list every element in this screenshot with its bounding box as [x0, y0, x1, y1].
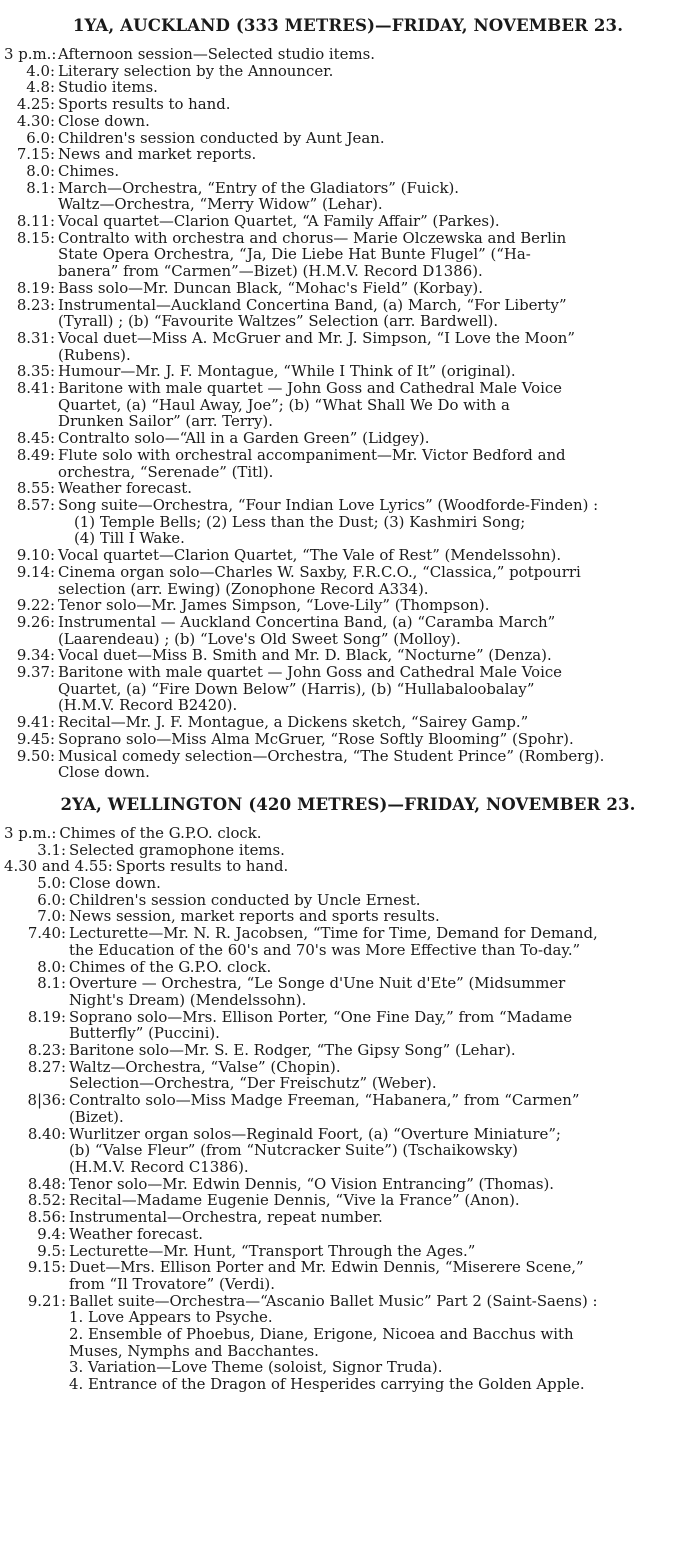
entry-time: 8.1:	[37, 974, 66, 993]
entry-line: News and market reports.	[58, 145, 257, 164]
programme-entry	[4, 614, 692, 647]
entry-time: 8.40:	[27, 1124, 66, 1143]
entry-line: Soprano solo—Miss Alma McGruer, “Rose Softly Blooming” (Spohr).	[58, 729, 574, 748]
programme-entry	[4, 714, 692, 731]
entry-line: Instrumental — Auckland Concertina Band, (a) “Caramba March”	[58, 612, 556, 631]
entry-time: 4.30:	[16, 111, 55, 130]
programme-entry	[4, 1226, 692, 1243]
entry-time: 9.4:	[37, 1224, 66, 1243]
entry-line: (H.M.V. Record B2420).	[58, 696, 238, 715]
entry-line: Weather forecast.	[69, 1224, 204, 1243]
entry-time: 8.15:	[16, 228, 55, 247]
entry-text	[58, 597, 692, 614]
entry-time: 7.0:	[37, 907, 66, 926]
programme-entry	[4, 480, 692, 497]
entry-line: March—Orchestra, “Entry of the Gladiators” (Fuick).	[58, 178, 460, 197]
programme-entry	[4, 825, 692, 842]
programme-entry	[4, 842, 692, 859]
entry-line: Butterfly” (Puccini).	[69, 1024, 220, 1043]
entry-time: 9.22:	[16, 596, 55, 615]
entry-line: Overture — Orchestra, “Le Songe d'Une Nuit d'Ete” (Midsummer	[69, 974, 566, 993]
entry-text	[69, 1209, 692, 1226]
entry-text	[58, 230, 692, 280]
entry-text	[69, 875, 692, 892]
programme-entry	[4, 497, 692, 547]
entry-text	[116, 858, 692, 875]
programme-entry	[4, 380, 692, 430]
entry-time: 9.26:	[16, 612, 55, 631]
entry-time: 8.56:	[27, 1208, 66, 1227]
entry-line: orchestra, “Serenade” (Titl).	[58, 462, 274, 481]
entry-line: Ballet suite—Orchestra—“Ascanio Ballet Music” Part 2 (Saint-Saens) :	[69, 1291, 598, 1310]
entry-time: 8.27:	[27, 1057, 66, 1076]
entry-time: 8.41:	[16, 379, 55, 398]
entry-time: 8.49:	[16, 445, 55, 464]
station-section-2ya	[4, 793, 692, 1393]
entry-text	[58, 180, 692, 213]
entry-text	[58, 79, 692, 96]
entry-line: Instrumental—Orchestra, repeat number.	[69, 1208, 383, 1227]
entry-text	[69, 1176, 692, 1193]
programme-entry	[4, 597, 692, 614]
entry-text	[58, 363, 692, 380]
entry-line: News session, market reports and sports results.	[69, 907, 440, 926]
entry-text	[58, 547, 692, 564]
entry-line: 4. Entrance of the Dragon of Hesperides carrying the Golden Apple.	[69, 1375, 585, 1394]
entry-time: 8|36:	[27, 1091, 66, 1110]
entry-line: Vocal quartet—Clarion Quartet, “A Family Affair” (Parkes).	[58, 212, 500, 231]
entry-line: (1) Temple Bells; (2) Less than the Dust; (3) Kashmiri Song;	[74, 512, 526, 531]
entry-time: 3 p.m.:	[4, 45, 57, 63]
entry-text	[59, 825, 692, 842]
entry-line: Chimes of the G.P.O. clock.	[69, 957, 272, 976]
entry-line: Close down.	[58, 763, 150, 782]
entry-text	[58, 63, 692, 80]
entry-time: 8.35:	[16, 362, 55, 381]
entry-time: 9.21:	[27, 1291, 66, 1310]
programme-entry	[4, 1209, 692, 1226]
entry-time: 9.41:	[16, 713, 55, 732]
entry-line: Contralto solo—“All in a Garden Green” (Lidgey).	[58, 429, 430, 448]
station-heading: 2YA, WELLINGTON (420 METRES)—FRIDAY, NOVEMBER 23.	[60, 793, 636, 814]
entry-text	[69, 1059, 692, 1092]
entry-text	[58, 130, 692, 147]
entry-time: 9.10:	[16, 546, 55, 565]
entry-text	[58, 146, 692, 163]
entry-line: (Laarendeau) ; (b) “Love's Old Sweet Song” (Molloy).	[58, 629, 461, 648]
programme-entry	[4, 1259, 692, 1292]
programme-entry	[4, 213, 692, 230]
entry-text	[69, 892, 692, 909]
programme-entry	[4, 1042, 692, 1059]
entry-text	[58, 96, 692, 113]
entry-line: Children's session conducted by Uncle Ernest.	[69, 890, 421, 909]
entry-line: Lecturette—Mr. N. R. Jacobsen, “Time for Time, Demand for Demand,	[69, 924, 598, 943]
entry-line: Selected gramophone items.	[69, 840, 285, 859]
entry-line: Night's Dream) (Mendelssohn).	[69, 990, 307, 1009]
programme-entry	[4, 363, 692, 380]
entry-time: 5.0:	[37, 874, 66, 893]
entry-line: Selection—Orchestra, “Der Freischutz” (Weber).	[69, 1074, 437, 1093]
entry-line: Quartet, (a) “Haul Away, Joe”; (b) “What Shall We Do with a	[58, 395, 510, 414]
entry-time: 8.0:	[37, 957, 66, 976]
entry-line: Chimes of the G.P.O. clock.	[59, 823, 262, 842]
entry-line: Instrumental—Auckland Concertina Band, (a) March, “For Liberty”	[58, 295, 567, 314]
entry-time: 6.0:	[37, 890, 66, 909]
entry-time: 8.55:	[16, 479, 55, 498]
entry-time: 8.19:	[27, 1007, 66, 1026]
programme-entry	[4, 975, 692, 1008]
entry-line: Song suite—Orchestra, “Four Indian Love Lyrics” (Woodforde-Finden) :	[58, 495, 599, 514]
entry-text	[69, 925, 692, 958]
programme-entry	[4, 180, 692, 213]
entry-time: 4.0:	[26, 61, 55, 80]
entry-line: Baritone with male quartet — John Goss and Cathedral Male Voice	[58, 663, 562, 682]
entry-time: 7.40:	[27, 924, 66, 943]
entry-line: Sports results to hand.	[58, 95, 231, 114]
entry-line: (b) “Valse Fleur” (from “Nutcracker Suite”) (Tschaikowsky)	[69, 1141, 518, 1160]
entry-text	[58, 731, 692, 748]
entry-line: banera” from “Carmen”—Bizet) (H.M.V. Record D1386).	[58, 262, 483, 281]
entry-time: 9.45:	[16, 729, 55, 748]
programme-entry	[4, 1192, 692, 1209]
entry-text	[69, 1092, 692, 1125]
entry-time: 8.45:	[16, 429, 55, 448]
entry-line: 1. Love Appears to Psyche.	[69, 1308, 273, 1327]
entry-time: 7.15:	[16, 145, 55, 164]
entry-text	[69, 1192, 692, 1209]
programme-entry	[4, 892, 692, 909]
programme-entry	[4, 1176, 692, 1193]
entry-time: 8.31:	[16, 328, 55, 347]
entry-line: the Education of the 60's and 70's was More Effective than To-day.”	[69, 940, 581, 959]
entry-line: Flute solo with orchestral accompaniment—Mr. Victor Bedford and	[58, 445, 566, 464]
entry-line: selection (arr. Ewing) (Zonophone Record A334).	[58, 579, 429, 598]
programme-entry	[4, 959, 692, 976]
programme-entry	[4, 63, 692, 80]
entry-line: Weather forecast.	[58, 479, 193, 498]
entry-line: Duet—Mrs. Ellison Porter and Mr. Edwin Dennis, “Miserere Scene,”	[69, 1258, 584, 1277]
entry-line: Waltz—Orchestra, “Merry Widow” (Lehar).	[58, 195, 383, 214]
programme-entry	[4, 1126, 692, 1176]
entry-line: Contralto solo—Miss Madge Freeman, “Habanera,” from “Carmen”	[69, 1091, 580, 1110]
entry-time: 9.50:	[16, 746, 55, 765]
entry-line: Vocal duet—Miss B. Smith and Mr. D. Black, “Nocturne” (Denza).	[58, 646, 552, 665]
entry-text	[69, 1226, 692, 1243]
entry-line: Contralto with orchestra and chorus— Marie Olczewska and Berlin	[58, 228, 567, 247]
programme-entry	[4, 113, 692, 130]
programme-entry	[4, 230, 692, 280]
programme-entry	[4, 297, 692, 330]
entry-line: Recital—Madame Eugenie Dennis, “Vive la France” (Anon).	[69, 1191, 520, 1210]
programme-entry	[4, 79, 692, 96]
entry-text	[58, 163, 692, 180]
entry-line: from “Il Trovatore” (Verdi).	[69, 1274, 275, 1293]
entry-line: Bass solo—Mr. Duncan Black, “Mohac's Field” (Korbay).	[58, 278, 483, 297]
programme-entry	[4, 1059, 692, 1092]
entry-line: Close down.	[58, 111, 150, 130]
programme-entry	[4, 748, 692, 781]
programme-entry	[4, 564, 692, 597]
entry-text	[58, 280, 692, 297]
entry-text	[58, 497, 692, 547]
entry-text	[69, 1243, 692, 1260]
programme-entry	[4, 858, 692, 875]
entry-line: Baritone with male quartet — John Goss and Cathedral Male Voice	[58, 379, 562, 398]
programme-entry	[4, 664, 692, 714]
entry-text	[58, 564, 692, 597]
entry-time: 8.48:	[27, 1174, 66, 1193]
entry-line: (Bizet).	[69, 1107, 124, 1126]
entry-time: 8.23:	[16, 295, 55, 314]
entry-text	[69, 959, 692, 976]
entry-line: Vocal duet—Miss A. McGruer and Mr. J. Simpson, “I Love the Moon”	[58, 328, 575, 347]
entry-time: 9.34:	[16, 646, 55, 665]
programme-entry	[4, 1293, 692, 1393]
entry-line: Humour—Mr. J. F. Montague, “While I Think of It” (original).	[58, 362, 516, 381]
entry-text	[69, 908, 692, 925]
entry-time: 3.1:	[37, 840, 66, 859]
entry-line: Tenor solo—Mr. Edwin Dennis, “O Vision Entrancing” (Thomas).	[69, 1174, 555, 1193]
entry-time: 9.5:	[37, 1241, 66, 1260]
entry-line: Sports results to hand.	[115, 857, 289, 876]
entry-line: Literary selection by the Announcer.	[58, 61, 334, 80]
entry-text	[69, 975, 692, 1008]
entry-time: 4.8:	[26, 78, 55, 97]
station-section-1ya	[4, 14, 692, 781]
programme-entry	[4, 731, 692, 748]
entry-line: Waltz—Orchestra, “Valse” (Chopin).	[69, 1057, 341, 1076]
entry-time: 4.25:	[16, 95, 55, 114]
entry-text	[69, 1259, 692, 1292]
entry-line: Vocal quartet—Clarion Quartet, “The Vale of Rest” (Mendelssohn).	[58, 546, 562, 565]
entry-time: 8.11:	[16, 212, 55, 231]
entry-line: Musical comedy selection—Orchestra, “The Student Prince” (Romberg).	[58, 746, 605, 765]
entry-text	[58, 614, 692, 647]
entry-text	[58, 113, 692, 130]
entry-line: Wurlitzer organ solos—Reginald Foort, (a) “Overture Miniature”;	[69, 1124, 561, 1143]
entry-text	[69, 1126, 692, 1176]
entry-line: Drunken Sailor” (arr. Terry).	[58, 412, 273, 431]
entry-text	[58, 647, 692, 664]
entry-text	[69, 1009, 692, 1042]
entry-line: Muses, Nymphs and Bacchantes.	[69, 1341, 319, 1360]
entry-line: 2. Ensemble of Phoebus, Diane, Erigone, Nicoea and Bacchus with	[69, 1325, 574, 1344]
entry-text	[69, 1293, 692, 1393]
entry-line: (Tyrall) ; (b) “Favourite Waltzes” Selection (arr. Bardwell).	[58, 312, 499, 331]
entry-time: 4.30 and 4.55:	[4, 857, 113, 876]
programme-entry	[4, 46, 692, 63]
entry-time: 8.0:	[26, 161, 55, 180]
entry-text	[58, 748, 692, 781]
entry-line: Recital—Mr. J. F. Montague, a Dickens sketch, “Sairey Gamp.”	[58, 713, 529, 732]
entry-line: Lecturette—Mr. Hunt, “Transport Through the Ages.”	[69, 1241, 476, 1260]
entry-line: Quartet, (a) “Fire Down Below” (Harris), (b) “Hullabaloobalay”	[58, 679, 535, 698]
entry-line: Baritone solo—Mr. S. E. Rodger, “The Gipsy Song” (Lehar).	[69, 1041, 516, 1060]
entry-time: 6.0:	[26, 128, 55, 147]
programme-entry	[4, 430, 692, 447]
programme-entry	[4, 1092, 692, 1125]
entry-text	[69, 842, 692, 859]
programme-entry	[4, 875, 692, 892]
entry-text	[58, 297, 692, 330]
entry-line: Children's session conducted by Aunt Jean.	[58, 128, 385, 147]
programme-entry	[4, 146, 692, 163]
entry-text	[69, 1042, 692, 1059]
programme-list	[4, 825, 692, 1393]
entry-time: 9.15:	[27, 1258, 66, 1277]
entry-line: Soprano solo—Mrs. Ellison Porter, “One Fine Day,” from “Madame	[69, 1007, 573, 1026]
entry-line: (4) Till I Wake.	[74, 529, 185, 548]
programme-entry	[4, 647, 692, 664]
entry-text	[58, 664, 692, 714]
entry-text	[58, 430, 692, 447]
entry-text	[58, 213, 692, 230]
entry-line: Chimes.	[58, 161, 120, 180]
programme-entry	[4, 280, 692, 297]
programme-entry	[4, 1243, 692, 1260]
entry-text	[58, 714, 692, 731]
entry-line: Afternoon session—Selected studio items.	[58, 45, 375, 63]
entry-time: 9.37:	[16, 663, 55, 682]
entry-line: State Opera Orchestra, “Ja, Die Liebe Hat Bunte Flugel” (“Ha-	[58, 245, 531, 264]
programme-entry	[4, 130, 692, 147]
entry-text	[58, 46, 692, 63]
entry-text	[58, 480, 692, 497]
programme-entry	[4, 908, 692, 925]
entry-text	[58, 330, 692, 363]
entry-time: 8.1:	[26, 178, 55, 197]
entry-time: 8.23:	[27, 1041, 66, 1060]
entry-line: Close down.	[69, 874, 161, 893]
entry-time: 3 p.m.:	[4, 823, 57, 842]
programme-entry	[4, 447, 692, 480]
entry-time: 9.14:	[16, 562, 55, 581]
entry-time: 8.52:	[27, 1191, 66, 1210]
entry-text	[58, 447, 692, 480]
programme-entry	[4, 163, 692, 180]
station-heading: 1YA, AUCKLAND (333 METRES)—FRIDAY, NOVEMBER 23.	[72, 15, 624, 35]
programme-entry	[4, 547, 692, 564]
entry-line: (Rubens).	[58, 345, 131, 364]
programme-list	[4, 46, 692, 781]
entry-text	[58, 380, 692, 430]
programme-entry	[4, 925, 692, 958]
entry-line: Studio items.	[58, 78, 158, 97]
entry-line: Cinema organ solo—Charles W. Saxby, F.R.C.O., “Classica,” potpourri	[58, 562, 581, 581]
entry-time: 8.19:	[16, 278, 55, 297]
programme-entry	[4, 330, 692, 363]
entry-line: (H.M.V. Record C1386).	[69, 1158, 249, 1176]
programme-entry	[4, 1009, 692, 1042]
entry-time: 8.57:	[16, 495, 55, 514]
entry-line: 3. Variation—Love Theme (soloist, Signor Truda).	[69, 1358, 443, 1377]
programme-entry	[4, 96, 692, 113]
entry-line: Tenor solo—Mr. James Simpson, “Love-Lily” (Thompson).	[58, 596, 490, 615]
